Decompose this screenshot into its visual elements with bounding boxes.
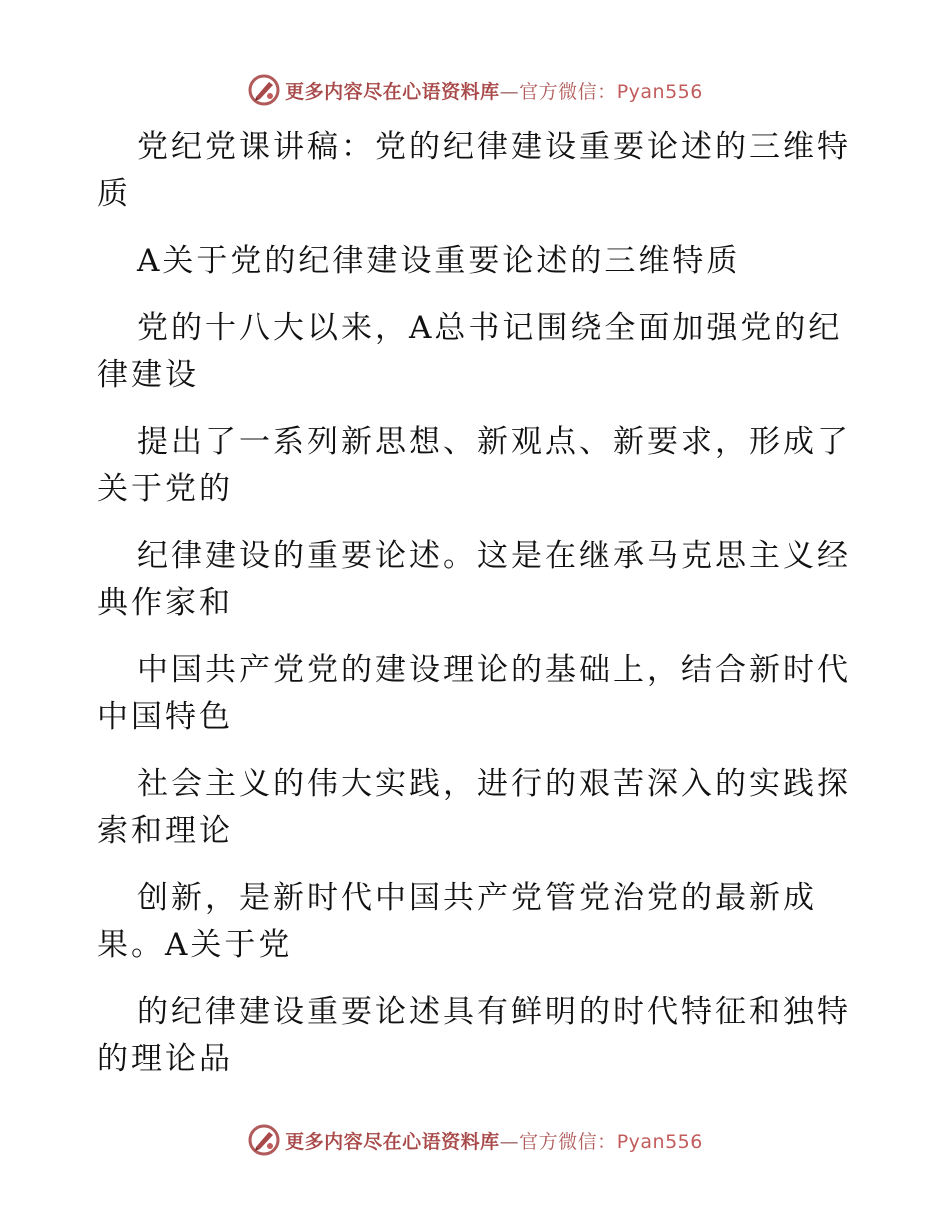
watermark-separator: — — [499, 1130, 520, 1153]
paragraph: 创新，是新时代中国共产党管党治党的最新成果。A关于党 — [97, 880, 817, 963]
watermark-main: 更多内容尽在心语资料库 — [285, 80, 500, 103]
paragraph: 社会主义的伟大实践，进行的艰苦深入的实践探索和理论 — [97, 766, 851, 849]
watermark-text — [285, 1127, 703, 1154]
watermark-wechat-id: Pyan556 — [616, 1130, 703, 1153]
watermark-text — [285, 77, 703, 104]
seal-logo-icon — [247, 1123, 281, 1157]
watermark-separator: — — [499, 80, 520, 103]
watermark-wechat-id: Pyan556 — [616, 80, 703, 103]
paragraph: A关于党的纪律建设重要论述的三维特质 — [137, 243, 741, 279]
footer-watermark — [0, 1120, 950, 1160]
header-watermark — [0, 70, 950, 110]
document-title: 党纪党课讲稿：党的纪律建设重要论述的三维特质 — [97, 129, 851, 212]
watermark-main: 更多内容尽在心语资料库 — [285, 1130, 500, 1153]
paragraph: 提出了一系列新思想、新观点、新要求，形成了关于党的 — [97, 424, 851, 507]
seal-logo-icon — [247, 73, 281, 107]
paragraph: 中国共产党党的建设理论的基础上，结合新时代中国特色 — [97, 652, 851, 735]
paragraph: 的纪律建设重要论述具有鲜明的时代特征和独特的理论品 — [97, 994, 851, 1077]
watermark-contact: 官方微信： — [519, 80, 617, 103]
paragraph: 纪律建设的重要论述。这是在继承马克思主义经典作家和 — [97, 538, 851, 621]
watermark-contact: 官方微信： — [519, 1130, 617, 1153]
document-body — [97, 124, 857, 1083]
paragraph: 党的十八大以来，A总书记围绕全面加强党的纪律建设 — [97, 310, 843, 393]
